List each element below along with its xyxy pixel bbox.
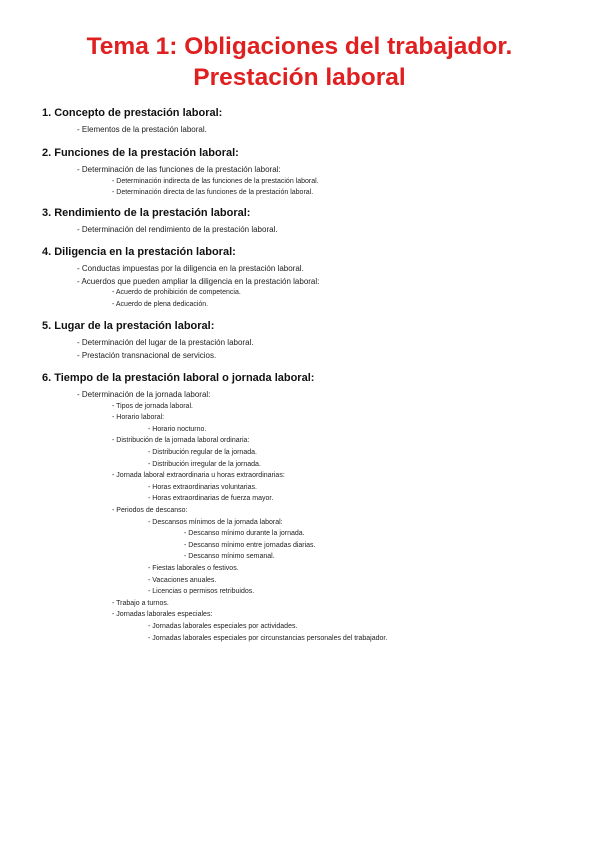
outline-item-level-3: - Licencias o permisos retribuidos. — [148, 588, 255, 596]
outline-item-level-1: - Determinación de la jornada laboral: — [77, 390, 211, 399]
outline-item-level-3: - Jornadas laborales especiales por circunstancias personales del trabajador. — [148, 634, 388, 642]
outline-item-level-4: - Descanso mínimo entre jornadas diarias. — [184, 541, 316, 549]
section-heading: 2. Funciones de la prestación laboral: — [42, 147, 239, 159]
outline-item-level-3: - Vacaciones anuales. — [148, 576, 217, 584]
outline-item-level-3: - Horas extraordinarias voluntarias. — [148, 483, 257, 491]
outline-item-level-2: - Acuerdo de prohibición de competencia. — [112, 289, 241, 297]
outline-item-level-2: - Horario laboral: — [112, 414, 165, 422]
outline-item-level-2: - Determinación indirecta de las funciones de la prestación laboral. — [112, 177, 319, 185]
title-line-2: Prestación laboral — [193, 64, 406, 91]
outline-item-level-2: - Determinación directa de las funciones de la prestación laboral. — [112, 189, 314, 197]
outline-item-level-3: - Horas extraordinarias de fuerza mayor. — [148, 495, 274, 503]
outline-item-level-2: - Periodos de descanso: — [112, 507, 188, 514]
outline-item-level-3: - Fiestas laborales o festivos. — [148, 565, 239, 572]
outline-item-level-3: - Jornadas laborales especiales por actividades. — [148, 623, 298, 630]
title-line-1: Tema 1: Obligaciones del trabajador. — [86, 33, 513, 60]
outline-item-level-1: - Elementos de la prestación laboral. — [77, 125, 207, 134]
section-heading: 4. Diligencia en la prestación laboral: — [42, 246, 236, 258]
outline-item-level-3: - Horario nocturno. — [148, 425, 207, 433]
outline-item-level-3: - Descansos mínimos de la jornada laboral: — [148, 518, 283, 526]
outline-item-level-2: - Acuerdo de plena dedicación. — [112, 300, 209, 308]
outline-item-level-1: - Conductas impuestas por la diligencia en la prestación laboral. — [77, 264, 304, 273]
page-title — [0, 31, 599, 93]
outline-item-level-2: - Jornadas laborales especiales: — [112, 611, 213, 619]
outline-item-level-1: - Acuerdos que pueden ampliar la diligencia en la prestación laboral: — [77, 276, 320, 286]
section-heading: 6. Tiempo de la prestación laboral o jornada laboral: — [42, 372, 315, 384]
outline-item-level-4: - Descanso mínimo semanal. — [184, 553, 275, 561]
outline-item-level-3: - Distribución regular de la jornada. — [148, 449, 257, 456]
section-heading: 3. Rendimiento de la prestación laboral: — [42, 207, 251, 219]
section-heading: 5. Lugar de la prestación laboral: — [42, 320, 215, 332]
outline-item-level-2: - Tipos de jornada laboral. — [112, 402, 193, 410]
outline-item-level-2: - Trabajo a turnos. — [112, 599, 169, 607]
outline-item-level-4: - Descanso mínimo durante la jornada. — [184, 530, 305, 538]
outline-item-level-3: - Distribución irregular de la jornada. — [148, 460, 261, 468]
outline-item-level-1: - Determinación del rendimiento de la prestación laboral. — [77, 225, 278, 234]
outline-item-level-1: - Determinación del lugar de la prestación laboral. — [77, 338, 254, 347]
section-heading: 1. Concepto de prestación laboral: — [42, 107, 223, 119]
outline-item-level-1: - Prestación transnacional de servicios. — [77, 350, 217, 360]
outline-item-level-2: - Jornada laboral extraordinaria u horas extraordinarias: — [112, 472, 285, 480]
outline-item-level-2: - Distribución de la jornada laboral ordinaria: — [112, 437, 250, 445]
outline-item-level-1: - Determinación de las funciones de la prestación laboral: — [77, 165, 281, 174]
